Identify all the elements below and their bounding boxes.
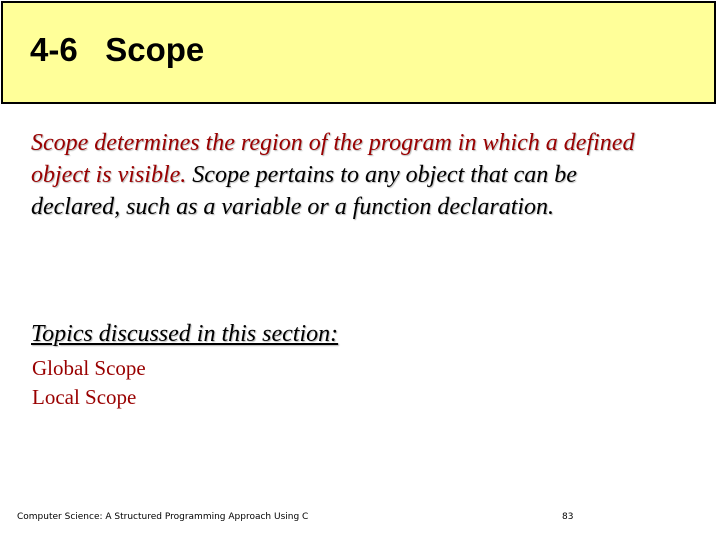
intro-emphasis-text: Scope determines the region of the program in which a defined object is visible. — [31, 130, 635, 188]
intro-paragraph — [31, 127, 671, 223]
topic-item-global-scope: Global Scope — [32, 356, 146, 380]
topic-item-local-scope: Local Scope — [32, 385, 137, 409]
page-number: 83 — [562, 512, 574, 522]
footer-text: Computer Science: A Structured Programming Approach Using C — [17, 512, 309, 522]
topics-heading: Topics discussed in this section: — [31, 321, 339, 347]
topic-list — [32, 354, 146, 412]
intro-body-text: Scope pertains to any object that can be declared, such as a variable or a function declaration. — [31, 162, 577, 220]
slide-title: 4-6 Scope — [30, 31, 205, 68]
title-bar — [1, 1, 716, 104]
